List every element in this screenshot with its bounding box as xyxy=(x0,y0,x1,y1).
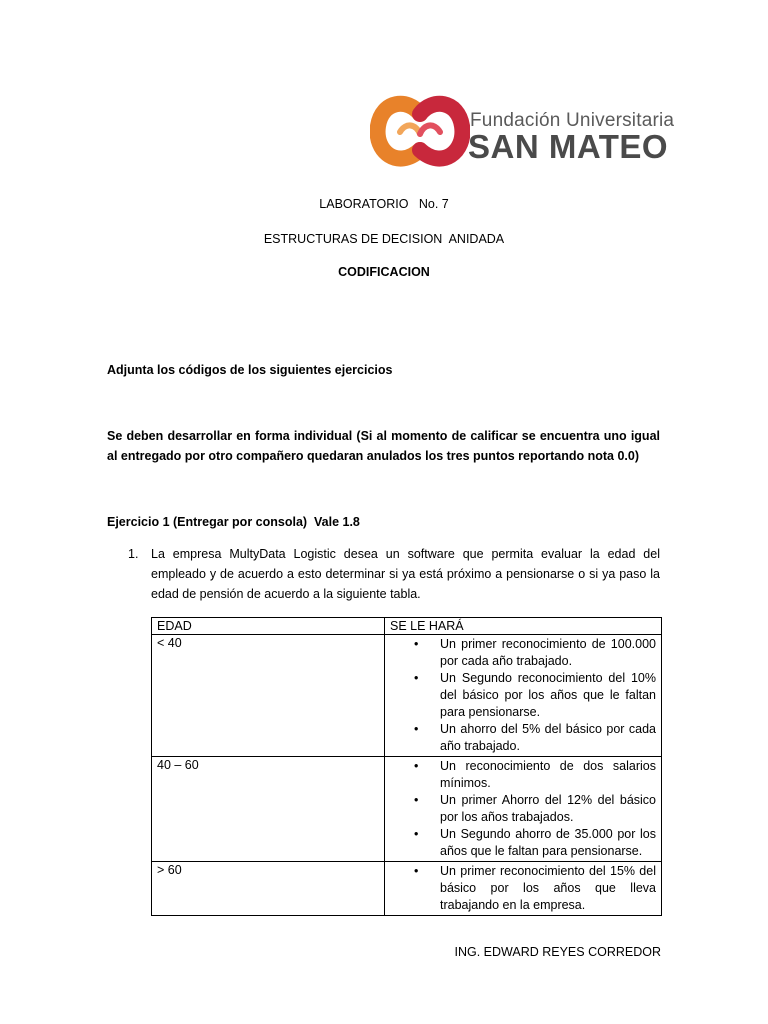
actions-list xyxy=(390,636,656,755)
exercise-statement: La empresa MultyData Logistic desea un software que permita evaluar la edad del empleado y de acuerdo a esto determinar si ya está próximo a pensionarse o si ya paso la edad de pensión de acuerdo a la siguiente tabla. xyxy=(151,547,660,601)
intro-text: Adjunta los códigos de los siguientes ejercicios xyxy=(107,363,393,377)
age-cell: > 60 xyxy=(152,862,385,916)
bullet-icon: • xyxy=(414,864,419,878)
actions-cell xyxy=(385,862,662,916)
table-row xyxy=(152,862,662,916)
exercise-item xyxy=(128,544,660,604)
bullet-icon: • xyxy=(414,722,419,736)
exercise-number: 1. xyxy=(128,547,139,561)
list-item: • Un Segundo ahorro de 35.000 por los años que le faltan para pensionarse. xyxy=(414,827,656,858)
topic-title: ESTRUCTURAS DE DECISION ANIDADA xyxy=(263,232,505,246)
table-row xyxy=(152,757,662,862)
list-item: • Un primer reconocimiento de 100.000 por cada año trabajado. xyxy=(414,637,656,668)
bullet-icon: • xyxy=(414,671,419,685)
header-action: SE LE HARÁ xyxy=(385,618,662,635)
list-item: • Un ahorro del 5% del básico por cada año trabajado. xyxy=(414,722,656,753)
bullet-icon: • xyxy=(414,759,419,773)
rule-text: Se deben desarrollar en forma individual (Si al momento de calificar se encuentra uno igual al entregado por otro compañero quedaran anulados los tres puntos reportando nota 0.0) xyxy=(107,429,660,463)
lab-title: LABORATORIO No. 7 xyxy=(319,197,449,211)
section-title: CODIFICACION xyxy=(338,265,430,279)
table-row xyxy=(152,635,662,757)
table-header-row xyxy=(152,618,662,635)
logo-text-line1: Fundación Universitaria xyxy=(470,110,675,131)
age-cell: 40 – 60 xyxy=(152,757,385,862)
actions-cell xyxy=(385,635,662,757)
age-table xyxy=(151,617,662,916)
actions-list xyxy=(390,863,656,914)
list-item: • Un primer reconocimiento del 15% del básico por los años que lleva trabajando en la empresa. xyxy=(414,864,656,912)
list-item: • Un Segundo reconocimiento del 10% del básico por los años que le faltan para pensionarse. xyxy=(414,671,656,719)
university-logo xyxy=(370,92,675,182)
bullet-icon: • xyxy=(414,793,419,807)
bullet-icon: • xyxy=(414,637,419,651)
age-cell: < 40 xyxy=(152,635,385,757)
actions-list xyxy=(390,758,656,860)
bullet-icon: • xyxy=(414,827,419,841)
header-age: EDAD xyxy=(152,618,385,635)
logo-mark-icon xyxy=(370,92,470,182)
list-item: • Un reconocimiento de dos salarios mínimos. xyxy=(414,759,656,790)
list-item: • Un primer Ahorro del 12% del básico por los años trabajados. xyxy=(414,793,656,824)
exercise-heading: Ejercicio 1 (Entregar por consola) Vale 1.8 xyxy=(107,515,360,529)
logo-text-line2: SAN MATEO xyxy=(468,128,669,165)
signature: ING. EDWARD REYES CORREDOR xyxy=(454,945,661,959)
actions-cell xyxy=(385,757,662,862)
